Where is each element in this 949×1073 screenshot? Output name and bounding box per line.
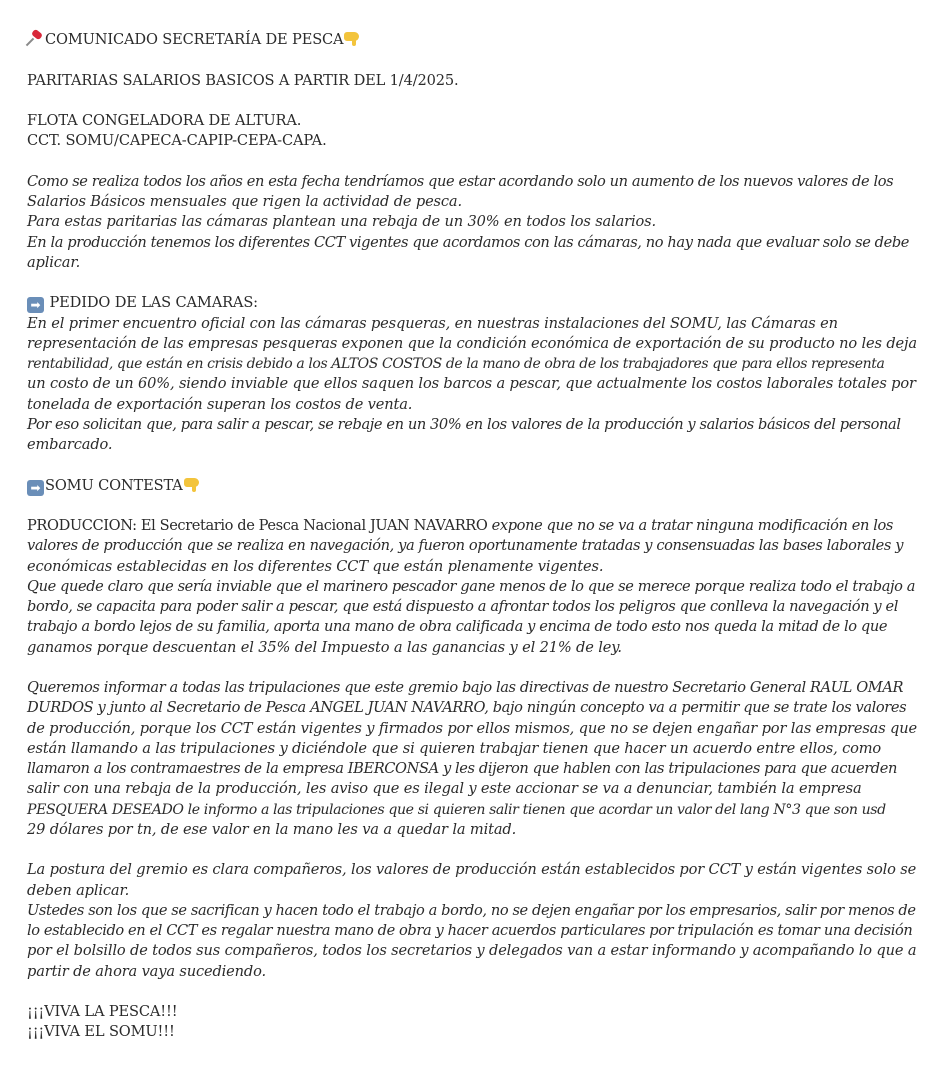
pedido-line: En el primer encuentro oficial con las cámaras pesqueras, en nuestras instalaciones del SOMU, las Cámaras en (27, 314, 838, 332)
informar-line: 29 dólares por tn, de ese valor en la mano les va a quedar la mitad. (27, 820, 517, 838)
fleet-line-2: CCT. SOMU/CAPECA-CAPIP-CEPA-CAPA. (27, 132, 327, 150)
document-title: COMUNICADO SECRETARÍA DE PESCA (45, 31, 344, 48)
intro-line: Salarios Básicos mensuales que rigen la actividad de pesca. (27, 193, 462, 210)
postura-line: Ustedes son los que se sacrifican y hacen todo el trabajo a bordo, no se dejen engañar por los empresarios, salir por menos de (27, 901, 916, 919)
pedido-heading-line (27, 293, 917, 313)
informar-line: llamaron a los contramaestres de la empresa IBERCONSA y les dijeron que hablen con las tripulaciones para que acuerden (27, 760, 897, 777)
hand-pointing-down-icon (183, 476, 200, 493)
right-arrow-icon: ➡ (27, 480, 44, 496)
document-body (27, 30, 917, 1063)
pedido-line: rentabilidad, que están en crisis debido a los ALTOS COSTOS de la mano de obra de los trabajadores que para ellos representa (27, 356, 885, 372)
postura-line: partir de ahora vaya sucediendo. (27, 962, 266, 980)
subtitle-paragraph (27, 71, 917, 91)
produccion-line: ganamos porque descuentan el 35% del Impuesto a las ganancias y el 21% de ley. (27, 638, 622, 656)
produccion-lead: PRODUCCION: El Secretario de Pesca Nacional JUAN NAVARRO (27, 517, 488, 534)
intro-line: Para estas paritarias las cámaras plantean una rebaja de un 30% en todos los salarios. (27, 213, 656, 231)
produccion-line-1 (27, 516, 917, 536)
somu-heading: SOMU CONTESTA (45, 476, 183, 494)
produccion-paragraph (27, 516, 917, 658)
pedido-heading: PEDIDO DE LAS CAMARAS: (49, 294, 258, 312)
postura-line: deben aplicar. (27, 881, 130, 899)
intro-line: Como se realiza todos los años en esta fecha tendríamos que estar acordando solo un aumento de los nuevos valores de los (27, 172, 894, 190)
intro-line: En la producción tenemos los diferentes CCT vigentes que acordamos con las cámaras, no hay nada que evaluar solo se debe (27, 233, 910, 251)
produccion-lead-rest: expone que no se va a tratar ninguna modificación en los (487, 517, 894, 534)
header-paragraph (27, 30, 917, 50)
informar-line: de producción, porque los CCT están vigentes y firmados por ellos mismos, que no se dejen engañar por las empresas que (27, 719, 917, 737)
pedido-line: embarcado. (27, 436, 113, 453)
postura-line: La postura del gremio es clara compañeros, los valores de producción están establecidos por CCT y están vigentes solo se (27, 861, 917, 879)
pedido-line: un costo de un 60%, siendo inviable que ellos saquen los barcos a pescar, que actualmente los costos laborales totales por (27, 375, 916, 393)
document-title-line (27, 30, 917, 50)
right-arrow-icon: ➡ (27, 297, 44, 313)
informar-paragraph (27, 678, 917, 840)
subtitle: PARITARIAS SALARIOS BASICOS A PARTIR DEL 1/4/2025. (27, 71, 459, 89)
pedido-paragraph (27, 293, 917, 455)
somu-heading-paragraph (27, 476, 917, 496)
produccion-line: valores de producción que se realiza en navegación, ya fueron oportunamente tratadas y consensuadas las bases laborales y (27, 537, 904, 555)
postura-line: lo establecido en el CCT es regalar nuestra mano de obra y hacer acuerdos particulares por tripulación es tomar una decisión (27, 922, 913, 939)
pushpin-icon (27, 30, 44, 47)
produccion-line: bordo, se capacita para poder salir a pescar, que está dispuesto a afrontar todos los peligros que conlleva la navegación y el (27, 598, 899, 615)
pedido-line: tonelada de exportación superan los costos de venta. (27, 395, 413, 413)
informar-line: DURDOS y junto al Secretario de Pesca ANGEL JUAN NAVARRO, bajo ningún concepto va a permitir que se trate los valores (27, 699, 907, 717)
postura-line: por el bolsillo de todos sus compañeros, todos los secretarios y delegados van a estar informando y acompañando lo que a (27, 942, 917, 960)
closing-line-2: ¡¡¡VIVA EL SOMU!!! (27, 1023, 175, 1041)
hand-pointing-down-icon (343, 30, 360, 47)
informar-line: salir con una rebaja de la producción, les aviso que es ilegal y este accionar se va a denunciar, también la empresa (27, 780, 862, 798)
pedido-line: Por eso solicitan que, para salir a pescar, se rebaje en un 30% en los valores de la producción y salarios básicos del personal (27, 415, 901, 433)
pedido-line: representación de las empresas pesqueras exponen que la condición económica de exportación de su producto no les deja (27, 334, 917, 352)
intro-line: aplicar. (27, 253, 81, 271)
somu-heading-line (27, 476, 917, 496)
informar-line: están llamando a las tripulaciones y diciéndole que si quieren trabajar tienen que hacer un acuerdo entre ellos, como (27, 739, 882, 757)
produccion-line: trabajo a bordo lejos de su familia, aporta una mano de obra calificada y encima de todo esto nos queda la mitad de lo que (27, 618, 888, 636)
informar-line: PESQUERA DESEADO le informo a las tripulaciones que si quieren salir tienen que acordar un valor del lang N°3 que son usd (27, 801, 886, 818)
fleet-line-1: FLOTA CONGELADORA DE ALTURA. (27, 112, 302, 129)
intro-paragraph (27, 172, 917, 273)
informar-line: Queremos informar a todas las tripulaciones que este gremio bajo las directivas de nuestro Secretario General RAUL OMAR (27, 679, 904, 696)
postura-paragraph (27, 860, 917, 982)
closing-line-1: ¡¡¡VIVA LA PESCA!!! (27, 1003, 178, 1020)
closing-paragraph (27, 1002, 917, 1043)
produccion-line: Que quede claro que sería inviable que el marinero pescador gane menos de lo que se merece porque realiza todo el trabajo a (27, 577, 916, 595)
fleet-paragraph (27, 111, 917, 152)
produccion-line: económicas establecidas en los diferentes CCT que están plenamente vigentes. (27, 557, 604, 575)
